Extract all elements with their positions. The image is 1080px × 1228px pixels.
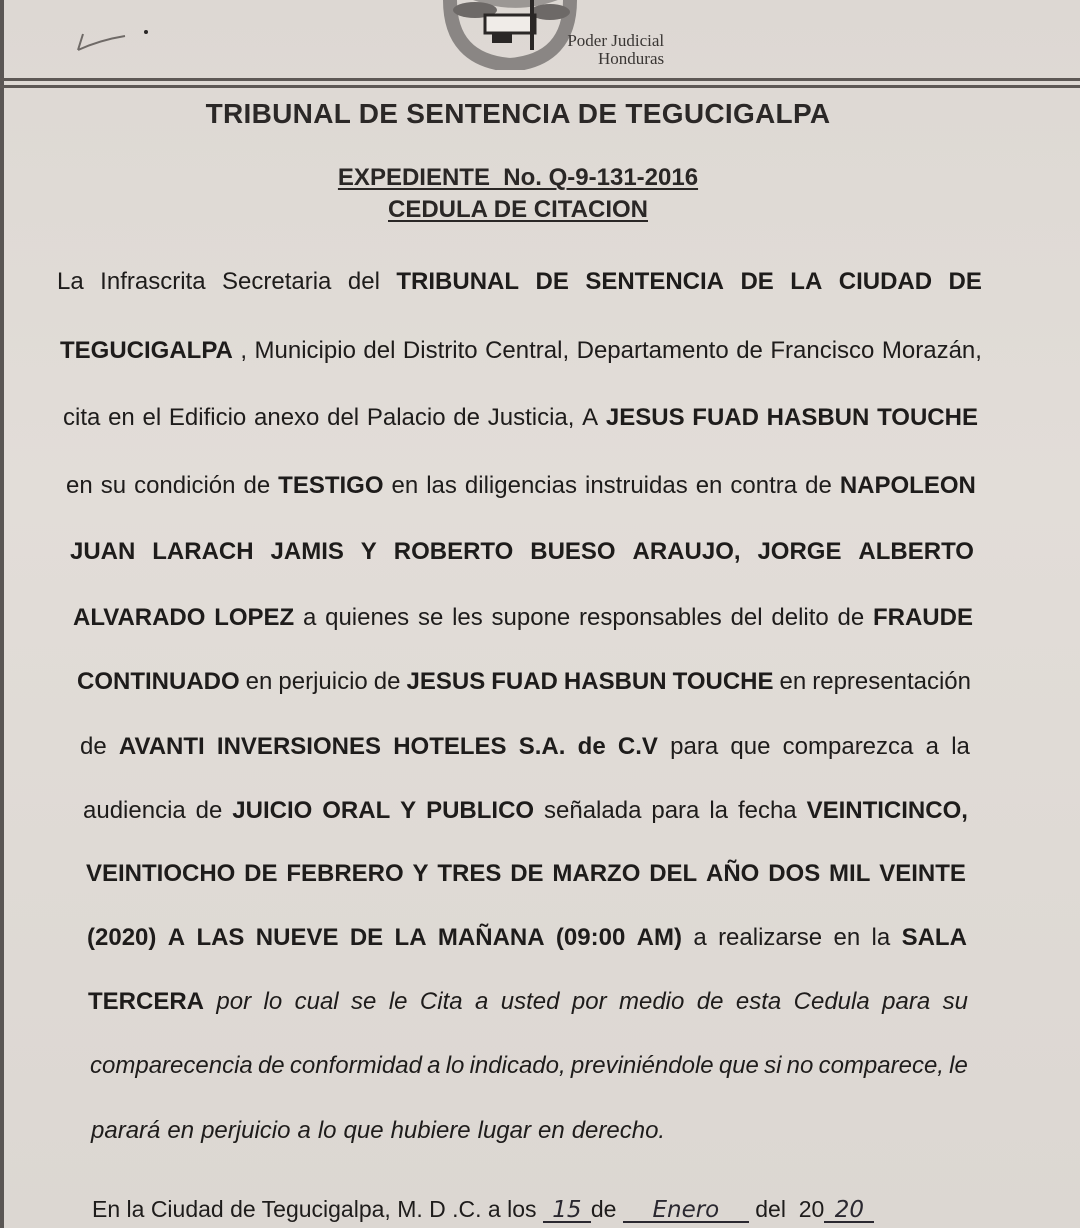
body-word: condición — [134, 472, 236, 499]
body-line — [63, 404, 978, 432]
body-word: se — [417, 604, 444, 631]
body-word: Central, — [485, 337, 570, 364]
closing-line — [92, 1196, 874, 1223]
body-word: FRAUDE — [872, 604, 973, 631]
body-word: DE — [948, 268, 982, 295]
body-word: VEINTE — [879, 860, 966, 887]
handwritten-year: 20 — [824, 1199, 874, 1223]
body-word: la — [871, 924, 891, 951]
body-line — [70, 538, 974, 566]
body-word: no — [786, 1052, 814, 1079]
body-word: las — [426, 472, 457, 499]
body-word: en — [391, 472, 419, 499]
body-word: quienes — [325, 604, 410, 631]
body-word: Secretaria — [222, 268, 332, 295]
body-line — [73, 604, 973, 632]
body-word: de — [80, 733, 107, 760]
body-word: en — [245, 668, 273, 695]
body-word: que — [718, 1052, 759, 1079]
body-word: conformidad — [289, 1052, 422, 1079]
body-word: supone — [491, 604, 571, 631]
body-word: DE — [349, 924, 384, 951]
body-word: lo — [317, 1117, 337, 1144]
body-word: AVANTI — [118, 733, 205, 760]
body-word: Cedula — [793, 988, 870, 1015]
body-word: INVERSIONES — [216, 733, 381, 760]
body-word: de — [837, 604, 865, 631]
body-word: JORGE — [757, 538, 842, 565]
body-word: ARAUJO, — [632, 538, 741, 565]
body-word: C.V — [617, 733, 658, 760]
body-line — [91, 1117, 666, 1145]
body-word: MARZO — [552, 860, 641, 887]
logo-line-2: Honduras — [598, 49, 665, 68]
body-line — [90, 1052, 968, 1080]
body-word: HASBUN — [766, 404, 870, 431]
body-word: en — [66, 472, 93, 499]
body-line — [60, 337, 982, 365]
body-line — [80, 733, 970, 761]
body-word: para — [882, 988, 931, 1015]
body-word: LARACH — [152, 538, 254, 565]
body-word: Y — [360, 538, 377, 565]
body-word: en — [167, 1117, 195, 1144]
body-word: JUAN — [70, 538, 136, 565]
body-word: se — [351, 988, 377, 1015]
body-word: TRIBUNAL — [396, 268, 520, 295]
body-word: La — [57, 268, 84, 295]
body-word: Cita — [419, 988, 463, 1015]
body-word: previniéndole — [570, 1052, 714, 1079]
closing-year-prefix: del 20 — [748, 1196, 825, 1222]
body-word: cita — [63, 404, 101, 431]
body-word: Justicia, — [487, 404, 575, 431]
body-word: DOS — [768, 860, 821, 887]
body-word: en — [108, 404, 135, 431]
body-word: TEGUCIGALPA — [60, 337, 233, 364]
body-word: Infrascrita — [100, 268, 206, 295]
body-word: Morazán, — [881, 337, 982, 364]
body-word: le — [388, 988, 408, 1015]
header-rule — [0, 85, 1080, 88]
body-word: TRES — [437, 860, 502, 887]
body-word: LA — [790, 268, 823, 295]
body-word: HOTELES — [393, 733, 507, 760]
body-word: Y — [400, 797, 417, 824]
body-word: JESUS — [605, 404, 685, 431]
body-word: DE — [510, 860, 544, 887]
body-word: del — [327, 404, 360, 431]
body-line — [87, 924, 967, 952]
body-word: Edificio — [168, 404, 247, 431]
body-word: S.A. — [518, 733, 566, 760]
body-word: anexo — [254, 404, 320, 431]
handwritten-month: Enero — [623, 1199, 749, 1223]
body-word: a — [693, 924, 707, 951]
body-word: en — [779, 668, 807, 695]
body-word: derecho. — [571, 1117, 666, 1144]
body-word: del — [347, 268, 380, 295]
body-word: PUBLICO — [426, 797, 535, 824]
body-word: de — [373, 668, 401, 695]
case-number: EXPEDIENTE No. Q-9-131-2016 — [337, 164, 699, 191]
body-word: les — [452, 604, 483, 631]
body-word: instruidas — [584, 472, 688, 499]
body-word: ALBERTO — [858, 538, 974, 565]
body-word: LA — [394, 924, 427, 951]
body-word: JESUS — [406, 668, 486, 695]
body-word: representación — [812, 668, 971, 695]
body-word: BUESO — [530, 538, 616, 565]
body-word: MAÑANA — [437, 924, 545, 951]
body-word: en — [833, 924, 861, 951]
body-word: comparecencia — [90, 1052, 253, 1079]
body-word: de — [195, 797, 223, 824]
body-word: de — [453, 404, 480, 431]
logo-line-1: Poder Judicial — [567, 31, 665, 50]
body-word: su — [100, 472, 127, 499]
closing-de: de — [590, 1196, 623, 1222]
body-word: TESTIGO — [278, 472, 384, 499]
body-word: NUEVE — [255, 924, 339, 951]
body-word: MIL — [829, 860, 871, 887]
body-word: (2020) — [87, 924, 157, 951]
body-word: para — [651, 797, 700, 824]
body-word: LAS — [196, 924, 245, 951]
body-line — [83, 797, 968, 825]
body-word: DE — [244, 860, 278, 887]
body-word: le — [949, 1052, 968, 1079]
body-word: de — [243, 472, 271, 499]
body-word: VEINTIOCHO — [86, 860, 236, 887]
body-word: FUAD — [491, 668, 558, 695]
body-word: perjuicio — [201, 1117, 291, 1144]
body-line — [77, 668, 971, 696]
body-word: TOUCHE — [672, 668, 774, 695]
body-line — [57, 268, 982, 296]
body-word: de — [805, 472, 832, 499]
body-word: delito — [771, 604, 829, 631]
header-rule — [0, 78, 1080, 81]
body-word: en — [538, 1117, 565, 1144]
body-word: Municipio — [254, 337, 356, 364]
body-line — [86, 860, 966, 888]
body-word: perjuicio — [278, 668, 368, 695]
body-word: hubiere — [390, 1117, 471, 1144]
body-word: FUAD — [692, 404, 759, 431]
body-word: señalada — [544, 797, 642, 824]
pen-mark-icon — [70, 28, 150, 58]
body-word: lo — [263, 988, 283, 1015]
body-word: ROBERTO — [393, 538, 514, 565]
body-word: medio — [618, 988, 685, 1015]
body-word: Departamento — [576, 337, 729, 364]
body-word: CONTINUADO — [77, 668, 240, 695]
body-word: a — [297, 1117, 311, 1144]
body-word: para — [670, 733, 719, 760]
body-word: usted — [500, 988, 560, 1015]
body-line — [88, 988, 968, 1016]
body-word: A — [582, 404, 599, 431]
body-word: JAMIS — [270, 538, 344, 565]
body-word: DE — [535, 268, 569, 295]
body-word: SALA — [901, 924, 967, 951]
body-word: ALVARADO — [73, 604, 206, 631]
body-word: AM) — [636, 924, 682, 951]
body-word: indicado, — [469, 1052, 566, 1079]
closing-prefix: En la Ciudad de Tegucigalpa, M. D .C. a los — [92, 1196, 543, 1222]
court-title: TRIBUNAL DE SENTENCIA DE TEGUCIGALPA — [205, 98, 831, 129]
body-word: por — [571, 988, 607, 1015]
body-word: comparezca — [782, 733, 914, 760]
body-word: AÑO — [706, 860, 760, 887]
body-word: DEL — [649, 860, 698, 887]
body-word: cual — [294, 988, 339, 1015]
body-word: ORAL — [322, 797, 391, 824]
body-word: fecha — [737, 797, 797, 824]
body-word: TOUCHE — [877, 404, 978, 431]
body-word: esta — [735, 988, 782, 1015]
body-word: a — [427, 1052, 441, 1079]
body-word: VEINTICINCO, — [806, 797, 968, 824]
body-word: , — [240, 337, 248, 364]
body-line — [66, 472, 976, 500]
body-word: de — [736, 337, 763, 364]
body-word: diligencias — [464, 472, 577, 499]
body-word: a — [475, 988, 489, 1015]
handwritten-day: 15 — [543, 1199, 591, 1223]
body-word: que — [343, 1117, 384, 1144]
body-word: NAPOLEON — [839, 472, 976, 499]
body-word: del — [363, 337, 396, 364]
body-word: a — [302, 604, 317, 631]
body-word: HASBUN — [563, 668, 667, 695]
logo-text — [566, 32, 664, 68]
body-word: Francisco — [770, 337, 875, 364]
body-word: de — [696, 988, 724, 1015]
body-word: responsables — [579, 604, 722, 631]
body-word: lo — [445, 1052, 465, 1079]
body-word: parará — [91, 1117, 161, 1144]
body-word: LOPEZ — [214, 604, 295, 631]
body-word: A — [167, 924, 186, 951]
body-word: lugar — [477, 1117, 531, 1144]
body-word: SENTENCIA — [585, 268, 724, 295]
body-word: el — [142, 404, 162, 431]
body-word: de — [257, 1052, 285, 1079]
document-type: CEDULA DE CITACION — [388, 196, 648, 223]
body-word: su — [942, 988, 968, 1015]
body-word: por — [216, 988, 252, 1015]
body-word: de — [577, 733, 606, 760]
body-word: en — [695, 472, 723, 499]
body-word: la — [951, 733, 970, 760]
body-word: FEBRERO — [286, 860, 404, 887]
body-word: Y — [412, 860, 429, 887]
body-word: JUICIO — [232, 797, 313, 824]
body-word: si — [764, 1052, 782, 1079]
body-word: Palacio — [366, 404, 446, 431]
body-word: del — [730, 604, 763, 631]
body-word: que — [730, 733, 771, 760]
body-word: TERCERA — [88, 988, 205, 1015]
body-word: realizarse — [718, 924, 823, 951]
body-word: comparece, — [818, 1052, 944, 1079]
body-word: la — [709, 797, 729, 824]
body-word: audiencia — [83, 797, 186, 824]
body-word: contra — [730, 472, 798, 499]
body-word: Distrito — [402, 337, 478, 364]
body-word: a — [925, 733, 939, 760]
body-word: DE — [740, 268, 774, 295]
body-word: CIUDAD — [838, 268, 933, 295]
body-word: (09:00 — [555, 924, 626, 951]
